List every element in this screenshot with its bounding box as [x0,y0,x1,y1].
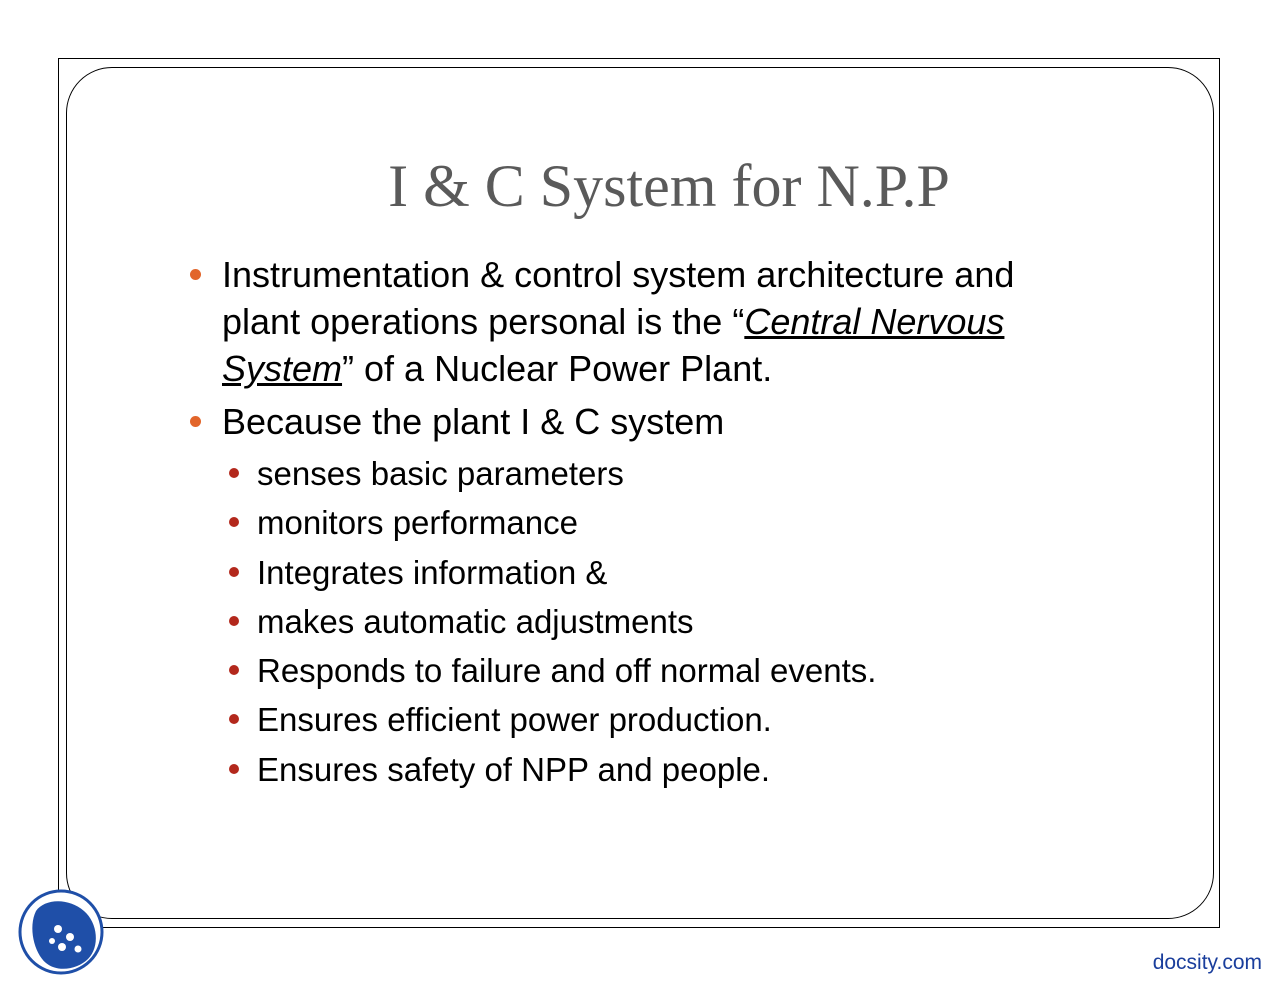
sub-bullet-item: monitors performance [257,498,876,547]
sub-bullet-item: Ensures safety of NPP and people. [257,745,876,794]
sub-bullet-item: Ensures efficient power production. [257,695,876,744]
bullet-central-nervous-system [222,251,1102,392]
slide-title: I & C System for N.P.P [388,153,950,219]
bullet-dot-icon [190,269,201,280]
sub-bullet-dot-icon [229,616,239,626]
docsity-logo-icon[interactable] [18,889,104,975]
sub-bullet-dot-icon [229,567,239,577]
bullet-because [222,398,1102,445]
docsity-watermark[interactable]: docsity.com [1152,951,1262,974]
sub-bullet-dot-icon [229,468,239,478]
bullet-dot-icon [190,416,201,427]
sub-bullet-item: Integrates information & [257,548,876,597]
bullet-emphasis: Central Nervous System [222,301,1005,389]
bullet-text-after: ” of a Nuclear Power Plant. [342,348,773,389]
bullet-text-before: Instrumentation & control system architecture and plant operations personal is the “ [222,254,1015,342]
sub-bullet-item: makes automatic adjustments [257,597,876,646]
sub-bullet-item: senses basic parameters [257,449,876,498]
sub-bullet-list [257,449,876,794]
bullet-text: Because the plant I & C system [222,401,725,442]
sub-bullet-dot-icon [229,764,239,774]
sub-bullet-item: Responds to failure and off normal events. [257,646,876,695]
